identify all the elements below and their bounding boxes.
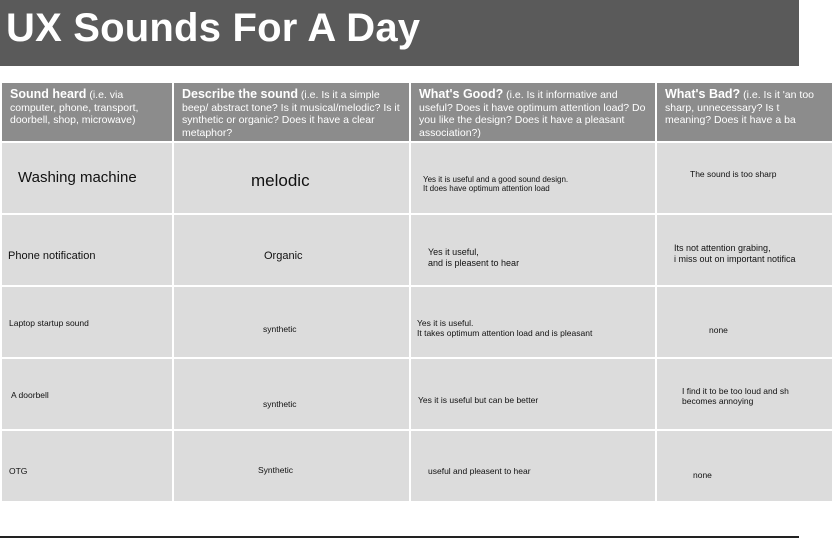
cell-good	[411, 431, 655, 501]
header-sound-heard	[2, 83, 172, 141]
good-line: Yes it useful,	[428, 247, 479, 257]
header-heading: What's Good?	[419, 87, 504, 101]
table-row	[2, 215, 832, 285]
header-hint: (i.e. Is it informative and useful? Does it have optimum attention load? Do you like the design? Does it have a pleasant association?)	[419, 89, 646, 139]
bad-line: none	[709, 325, 728, 335]
bad-line: becomes annoying	[682, 396, 754, 406]
sounds-table-container	[0, 81, 814, 505]
cell-good	[411, 215, 655, 285]
cell-bad	[657, 431, 832, 501]
cell-sound	[2, 287, 172, 357]
cell-good	[411, 359, 655, 429]
header-heading: Describe the sound	[182, 87, 298, 101]
header-whats-good	[411, 83, 655, 141]
page-title: UX Sounds For A Day	[6, 6, 421, 50]
good-line: It takes optimum attention load and is pleasant	[417, 328, 593, 338]
sound-name: Laptop startup sound	[9, 318, 89, 328]
sound-name: A doorbell	[11, 390, 49, 400]
cell-bad	[657, 359, 832, 429]
table-row	[2, 431, 832, 501]
cell-bad	[657, 215, 832, 285]
bad-line: i miss out on important notifica	[674, 254, 796, 264]
sound-description: Organic	[264, 250, 303, 262]
good-line: Yes it is useful.	[417, 318, 474, 328]
cell-good	[411, 287, 655, 357]
cell-sound	[2, 215, 172, 285]
header-hint: (i.e. via computer, phone, transport, doorbell, shop, microwave)	[10, 89, 139, 126]
header-whats-bad	[657, 83, 832, 141]
cell-describe	[174, 431, 409, 501]
cell-sound	[2, 359, 172, 429]
cell-describe	[174, 143, 409, 213]
cell-describe	[174, 215, 409, 285]
sound-description: synthetic	[263, 324, 297, 334]
cell-describe	[174, 287, 409, 357]
cell-bad	[657, 143, 832, 213]
sounds-table	[0, 81, 834, 503]
good-line: useful and pleasent to hear	[428, 466, 531, 476]
title-bar	[0, 0, 799, 66]
good-line: Yes it is useful and a good sound design.	[423, 175, 569, 184]
header-heading: Sound heard	[10, 87, 87, 101]
header-hint: (i.e. Is it 'an too sharp, unnecessary? Is t meaning? Does it have a ba	[665, 89, 814, 126]
cell-bad	[657, 287, 832, 357]
header-hint: (i.e. Is it a simple beep/ abstract tone? Is it musical/melodic? Is it synthetic or organic? Does it have a clear metaphor?	[182, 89, 400, 139]
cell-describe	[174, 359, 409, 429]
table-row	[2, 143, 832, 213]
sound-name: Washing machine	[18, 169, 137, 186]
cell-good	[411, 143, 655, 213]
bad-line: Its not attention grabing,	[674, 243, 771, 253]
header-heading: What's Bad?	[665, 87, 741, 101]
good-line: and is pleasent to hear	[428, 258, 520, 268]
bad-line: I find it to be too loud and sh	[682, 386, 789, 396]
good-line: Yes it is useful but can be better	[418, 395, 539, 405]
sound-description: Synthetic	[258, 465, 293, 475]
bottom-divider	[0, 536, 799, 538]
sound-description: melodic	[251, 171, 310, 190]
cell-sound	[2, 431, 172, 501]
header-row	[2, 83, 832, 141]
table-row	[2, 359, 832, 429]
bad-line: The sound is too sharp	[690, 169, 777, 179]
cell-sound	[2, 143, 172, 213]
sound-name: Phone notification	[8, 250, 96, 262]
bad-line: none	[693, 470, 712, 480]
sound-description: synthetic	[263, 399, 297, 409]
table-row	[2, 287, 832, 357]
good-line: It does have optimum attention load	[423, 184, 550, 193]
header-describe-sound	[174, 83, 409, 141]
sound-name: OTG	[9, 466, 28, 476]
